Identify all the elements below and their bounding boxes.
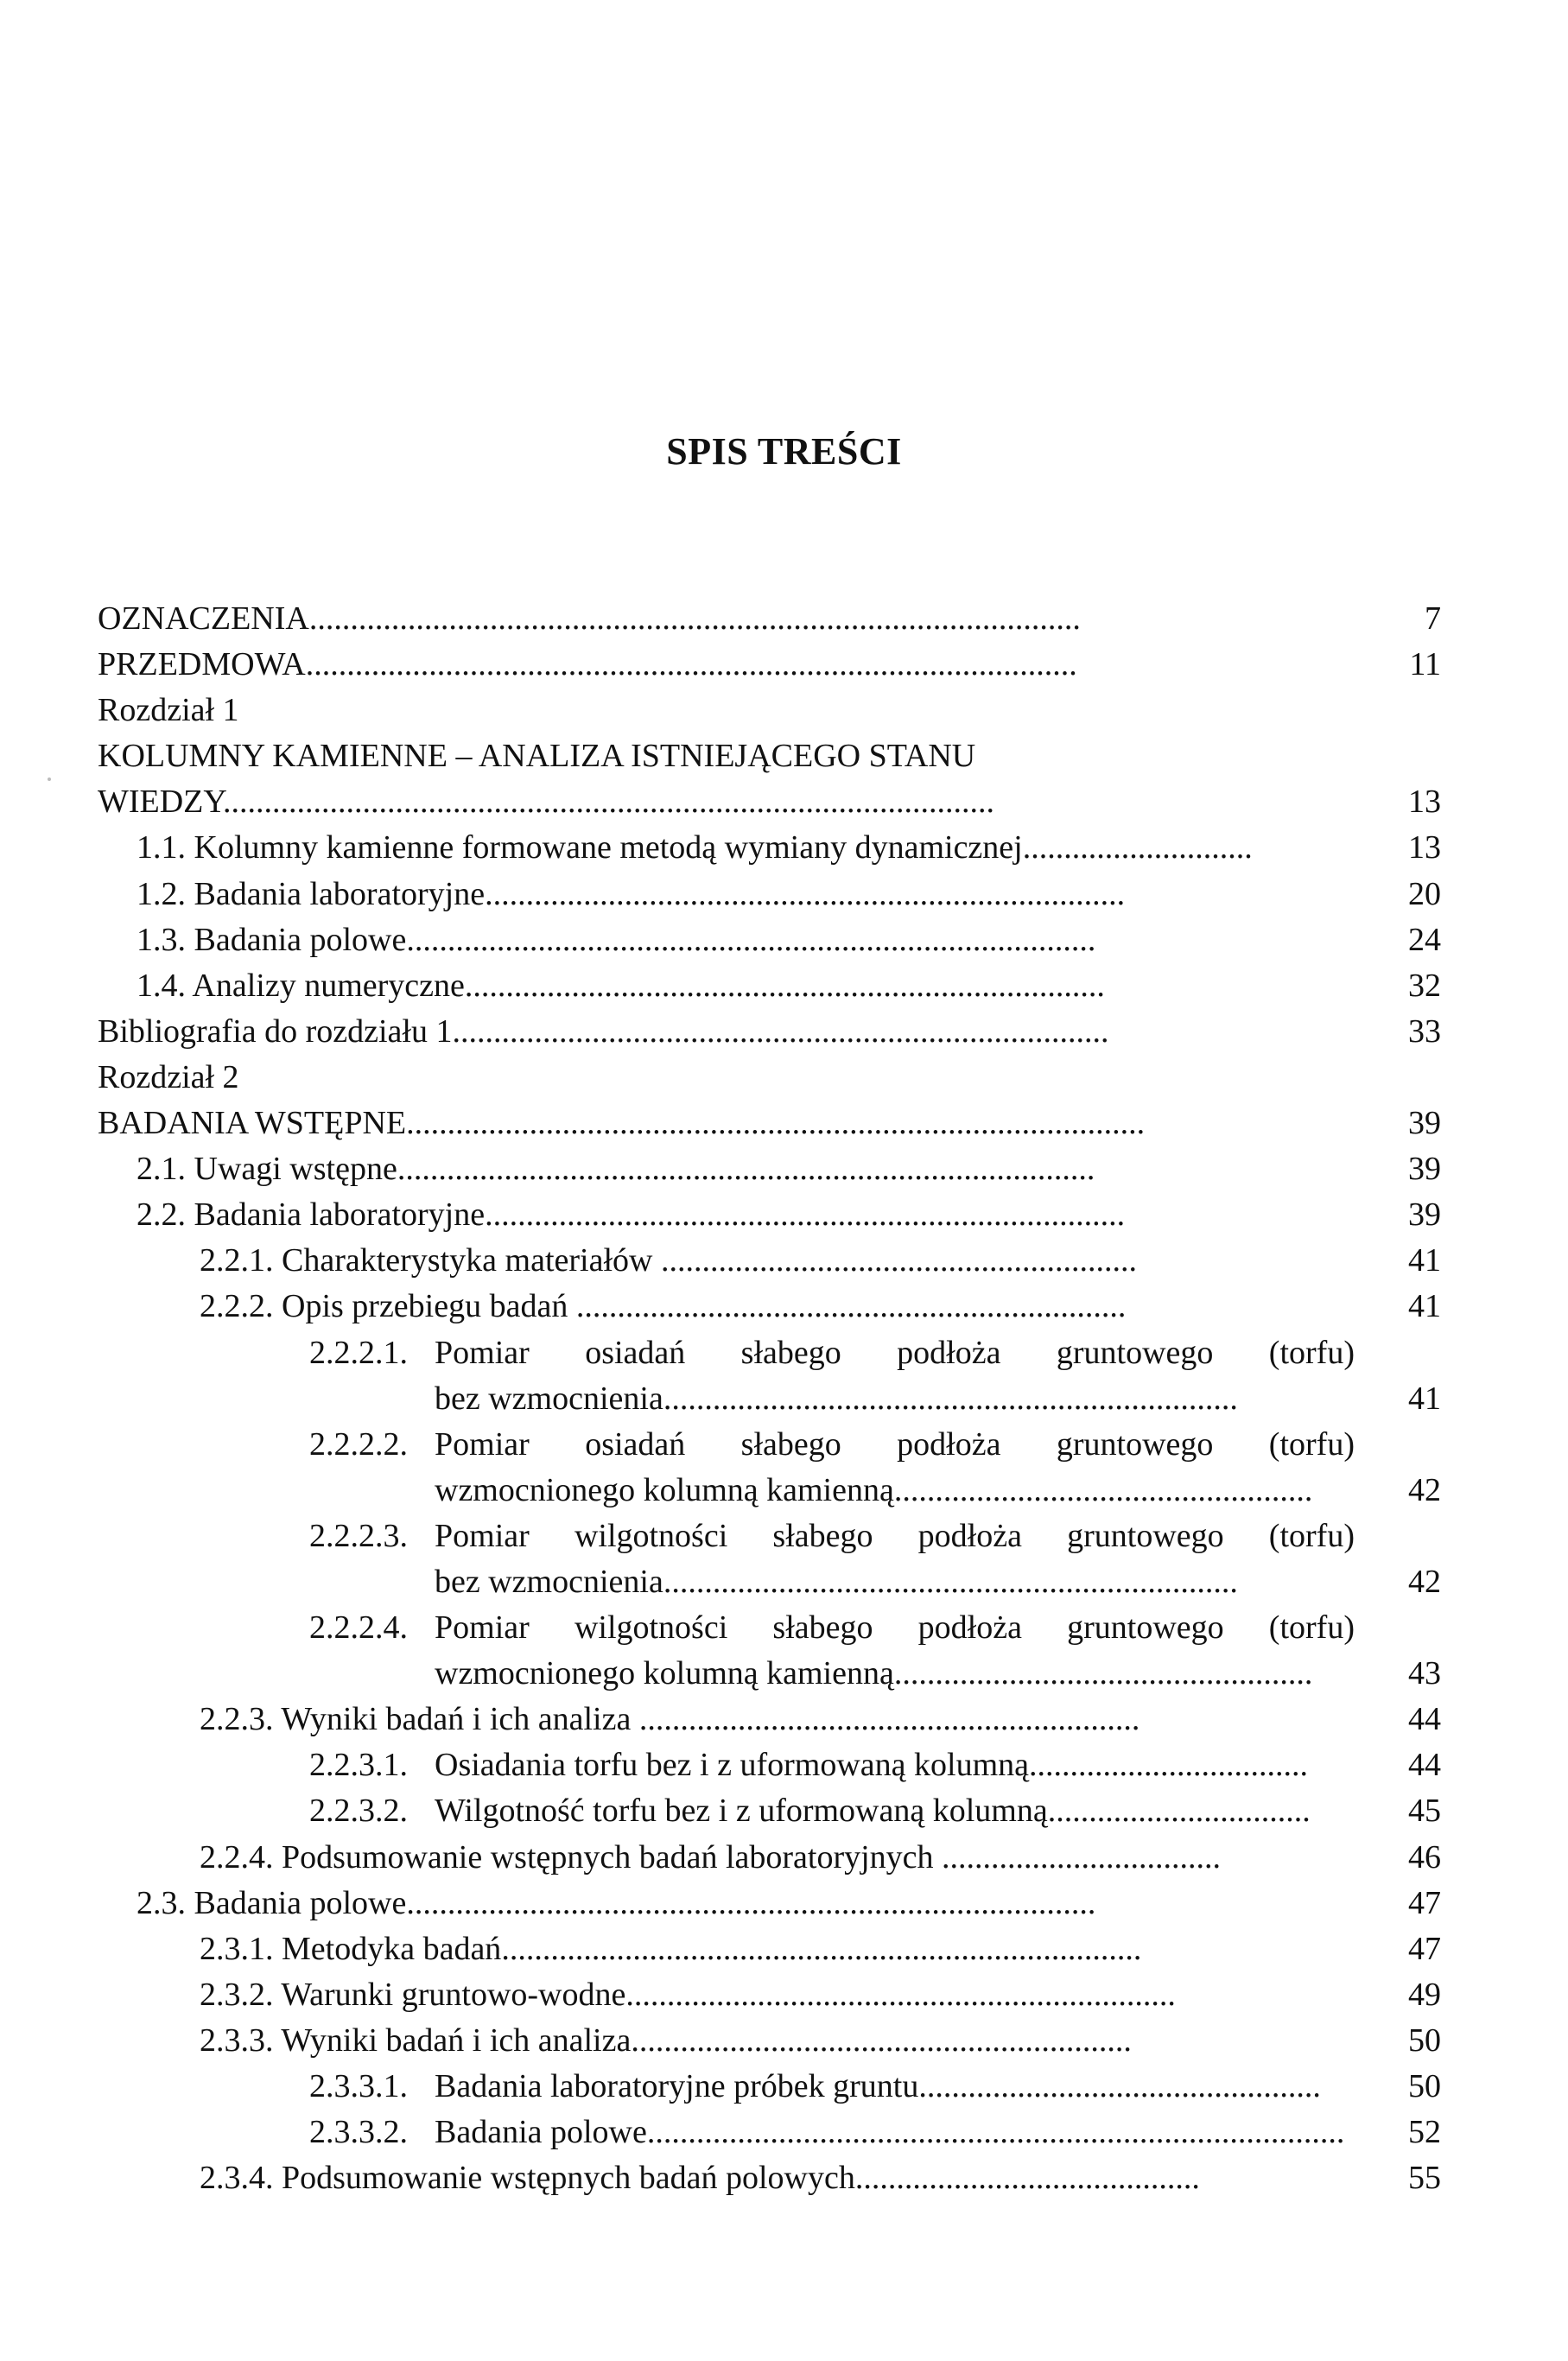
toc-entry-2-3-4[interactable] [98,2155,1441,2201]
toc-entry-2-2-1[interactable] [98,1238,1441,1284]
toc-entry-2-3-3-2[interactable] [98,2110,1441,2155]
toc-entry-number: 2.3.1. [200,1930,274,1967]
toc-entry-title: Bibliografia do rozdziału 1 [98,1012,453,1050]
toc-entry-2-3[interactable] [98,1881,1441,1926]
toc-entry-2-3-2[interactable] [98,1972,1441,2018]
toc-leader-dots: ...................................................................... [663,1563,1238,1600]
toc-entry-2-2-2[interactable] [98,1284,1441,1330]
toc-entry-title: Uwagi wstępne [194,1151,397,1188]
toc-entry-title: PRZEDMOWA [98,646,306,683]
toc-page-number: 20 [1408,875,1441,912]
toc-entry-title: Badania laboratoryjne [194,875,486,912]
toc-page-number: 42 [1408,1471,1441,1508]
toc-page-number: 46 [1408,1838,1441,1875]
toc-entry-number: 2.1. [136,1151,186,1188]
toc-leader-dots: .................................................................................... [406,921,1096,958]
toc-entry-title: Badania polowe [435,2114,647,2151]
toc-leader-dots: ............................................................. [638,1701,1140,1738]
toc-entry-2-2-3-2[interactable] [98,1788,1441,1834]
toc-page-number: 11 [1409,646,1441,683]
toc-entry-word: Pomiar [435,1334,530,1371]
toc-chapter-label [98,1055,1441,1101]
toc-page-number: 39 [1408,1151,1441,1188]
toc-page-number: 43 [1408,1655,1441,1692]
toc-entry-word: podłoża [917,1517,1022,1554]
toc-entry-number: 2.3.4. [200,2160,274,2197]
toc-entry-word: gruntowego [1067,1517,1224,1554]
toc-entry-word: wilgotności [574,1517,728,1554]
toc-entry-title: Warunki gruntowo-wodne [281,1976,626,2013]
toc-entry-number: 2.3.3.1. [309,2068,408,2104]
toc-entry-number: 1.4. [136,967,186,1004]
toc-page-number: 7 [1425,600,1441,637]
toc-entry-title: BADANIA WSTĘPNE [98,1105,407,1142]
toc-entry-title: Badania laboratoryjne próbek gruntu [435,2068,919,2104]
toc-entry-2-2-2-4[interactable] [98,1605,1441,1651]
toc-chapter-label [98,688,1441,733]
toc-page-number: 41 [1408,1288,1441,1325]
toc-page-number: 41 [1408,1380,1441,1417]
toc-page-number: 50 [1408,2068,1441,2104]
toc-entry-title: OZNACZENIA [98,600,309,637]
toc-leader-dots: .............................................................................. [464,967,1105,1004]
toc-entry-oznaczenia[interactable] [98,596,1441,642]
toc-entry-number: 2.3. [136,1884,186,1921]
toc-entry-title: Wyniki badań i ich analiza [281,2021,632,2059]
toc-entry-word: gruntowego [1067,1609,1224,1647]
toc-entry-2-2-4[interactable] [98,1835,1441,1881]
toc-entry-word: (torfu) [1268,1425,1355,1463]
toc-page-number: 24 [1408,921,1441,958]
toc-entry-number: 2.3.3. [200,2021,274,2059]
toc-entry-title: Metodyka badań [282,1930,502,1967]
toc-entry-2-3-3-1[interactable] [98,2064,1441,2110]
toc-entry-word: Pomiar [435,1425,530,1463]
toc-page-number: 42 [1408,1563,1441,1600]
toc-entry-2-2[interactable] [98,1192,1441,1238]
toc-entry-1-2[interactable] [98,872,1441,917]
toc-page-number: 39 [1408,1105,1441,1142]
toc-leader-dots: ................................................................... [575,1288,1127,1325]
toc-page-number: 52 [1408,2114,1441,2151]
table-of-contents [98,596,1441,2201]
toc-entry-title: Badania polowe [194,921,407,958]
toc-page-number: 50 [1408,2021,1441,2059]
toc-page-number: 41 [1408,1242,1441,1279]
toc-entry-number: 2.2.1. [200,1242,274,1279]
toc-entry-1-1[interactable] [98,825,1441,871]
toc-entry-word: podłoża [897,1425,1001,1463]
toc-leader-dots: .......................................... [854,2160,1200,2197]
toc-entry-word: Pomiar [435,1517,530,1554]
toc-entry-number: 2.3.3.2. [309,2114,408,2151]
toc-entry-word: (torfu) [1268,1517,1355,1554]
toc-entry-2-2-2-2-cont[interactable] [98,1468,1441,1514]
toc-entry-word: słabego [772,1517,873,1554]
toc-entry-bibliografia[interactable] [98,1009,1441,1055]
toc-leader-dots: ................................................................................ [452,1012,1109,1050]
toc-entry-number: 1.2. [136,875,186,912]
toc-leader-dots: ................................................... [893,1655,1313,1692]
toc-page-number: 33 [1408,1012,1441,1050]
toc-entry-number: 2.2.3. [200,1701,274,1738]
toc-entry-2-1[interactable] [98,1146,1441,1192]
toc-entry-badania-wstepne[interactable] [98,1101,1441,1146]
toc-entry-1-4[interactable] [98,963,1441,1009]
toc-entry-2-2-2-1-cont[interactable] [98,1376,1441,1422]
toc-entry-title: KOLUMNY KAMIENNE – ANALIZA ISTNIEJĄCEGO STANU [98,738,976,775]
toc-entry-number: 2.2.2.3. [309,1517,408,1554]
toc-entry-title: bez wzmocnienia [435,1563,663,1600]
toc-leader-dots: ..................................................................................... [646,2114,1345,2151]
toc-page-number: 47 [1408,1930,1441,1967]
page-title: SPIS TREŚCI [666,430,902,473]
toc-entry-title: Rozdział 2 [98,1058,239,1095]
toc-leader-dots: .............................................................................. [485,1196,1126,1234]
toc-entry-title: wzmocnionego kolumną kamienną [435,1471,894,1508]
toc-leader-dots: .................................. [1029,1747,1308,1784]
toc-leader-dots: ............................................................. [631,2021,1132,2059]
toc-entry-number: 1.3. [136,921,186,958]
toc-entry-2-2-3[interactable] [98,1697,1441,1742]
toc-entry-2-2-2-1[interactable] [98,1330,1441,1376]
toc-entry-2-2-2-4-cont[interactable] [98,1651,1441,1697]
toc-entry-number: 2.3.2. [200,1976,274,2013]
toc-entry-word: słabego [740,1334,841,1371]
toc-entry-2-3-3[interactable] [98,2018,1441,2064]
toc-entry-2-2-3-1[interactable] [98,1742,1441,1788]
toc-entry-word: podłoża [897,1334,1001,1371]
toc-entry-word: słabego [740,1425,841,1463]
toc-entry-word: słabego [772,1609,873,1647]
toc-page-number: 47 [1408,1884,1441,1921]
toc-leader-dots: .............................................................................................. [222,784,994,821]
toc-page-number: 13 [1408,829,1441,866]
toc-entry-title: wzmocnionego kolumną kamienną [435,1655,894,1692]
toc-entry-title: WIEDZY [98,784,223,821]
toc-entry-2-2-2-3[interactable] [98,1514,1441,1559]
toc-leader-dots: ................................ [1047,1793,1311,1830]
toc-entry-word: (torfu) [1268,1609,1355,1647]
toc-entry-word: Pomiar [435,1609,530,1647]
toc-entry-word: osiadań [585,1425,686,1463]
toc-entry-title: Charakterystyka materiałów [282,1242,653,1279]
toc-entry-2-2-2-3-cont[interactable] [98,1559,1441,1605]
toc-entry-title: Kolumny kamienne formowane metodą wymiany dynamicznej [194,829,1023,866]
toc-entry-word: wilgotności [574,1609,728,1647]
toc-entry-number: 2.2.3.2. [309,1793,408,1830]
toc-page-number: 55 [1408,2160,1441,2197]
toc-leader-dots: ................................................. [918,2068,1321,2104]
toc-entry-title: Badania polowe [194,1884,407,1921]
toc-leader-dots: .......................................................................................... [406,1105,1146,1142]
toc-entry-przedmowa[interactable] [98,642,1441,688]
toc-entry-word: (torfu) [1268,1334,1355,1371]
toc-page-number: 13 [1408,784,1441,821]
toc-entry-word: gruntowego [1056,1334,1214,1371]
toc-entry-number: 2.2.4. [200,1838,274,1875]
toc-leader-dots: .............................................................................. [501,1930,1142,1967]
toc-leader-dots: .................................. [942,1838,1222,1875]
toc-page-number: 45 [1408,1793,1441,1830]
toc-leader-dots: ............................ [1022,829,1253,866]
toc-entry-title: Rozdział 1 [98,692,239,729]
toc-page-number: 49 [1408,1976,1441,2013]
toc-chapter-title [98,733,1441,779]
toc-entry-1-3[interactable] [98,917,1441,963]
toc-entry-number: 2.2.2.4. [309,1609,408,1647]
toc-leader-dots: ..................................................................................... [397,1151,1095,1188]
toc-entry-wiedzy[interactable] [98,779,1441,825]
toc-entry-number: 2.2. [136,1196,186,1234]
toc-entry-number: 2.2.2.1. [309,1334,408,1371]
toc-entry-word: osiadań [585,1334,686,1371]
toc-page-number: 32 [1408,967,1441,1004]
toc-entry-title: Opis przebiegu badań [282,1288,568,1325]
toc-page-number: 44 [1408,1701,1441,1738]
toc-entry-number: 1.1. [136,829,186,866]
toc-entry-title: Wyniki badań i ich analiza [281,1701,632,1738]
toc-leader-dots: .......................................................... [660,1242,1137,1279]
toc-entry-title: Osiadania torfu bez i z uformowaną kolumną [435,1747,1029,1784]
toc-page-number: 44 [1408,1747,1441,1784]
toc-entry-number: 2.2.2.2. [309,1425,408,1463]
toc-leader-dots: .................................................................................... [406,1884,1096,1921]
toc-entry-title: bez wzmocnienia [435,1380,663,1417]
toc-entry-2-3-1[interactable] [98,1926,1441,1972]
toc-leader-dots: .............................................................................................. [308,600,1081,637]
toc-leader-dots: .............................................................................................. [305,646,1077,683]
toc-leader-dots: ...................................................................... [663,1380,1238,1417]
toc-entry-number: 2.2.3.1. [309,1747,408,1784]
toc-entry-title: Podsumowanie wstępnych badań polowych [282,2160,855,2197]
toc-entry-word: gruntowego [1056,1425,1214,1463]
toc-entry-word: podłoża [917,1609,1022,1647]
toc-leader-dots: ................................................................... [625,1976,1176,2013]
toc-entry-title: Wilgotność torfu bez i z uformowaną kolumną [435,1793,1048,1830]
scan-speck [48,777,51,781]
toc-entry-2-2-2-2[interactable] [98,1422,1441,1468]
toc-entry-title: Analizy numeryczne [192,967,465,1004]
toc-leader-dots: .............................................................................. [485,875,1126,912]
toc-page-number: 39 [1408,1196,1441,1234]
toc-entry-title: Badania laboratoryjne [194,1196,486,1234]
toc-entry-title: Podsumowanie wstępnych badań laboratoryjnych [282,1838,934,1875]
toc-leader-dots: ................................................... [893,1471,1313,1508]
toc-entry-number: 2.2.2. [200,1288,274,1325]
